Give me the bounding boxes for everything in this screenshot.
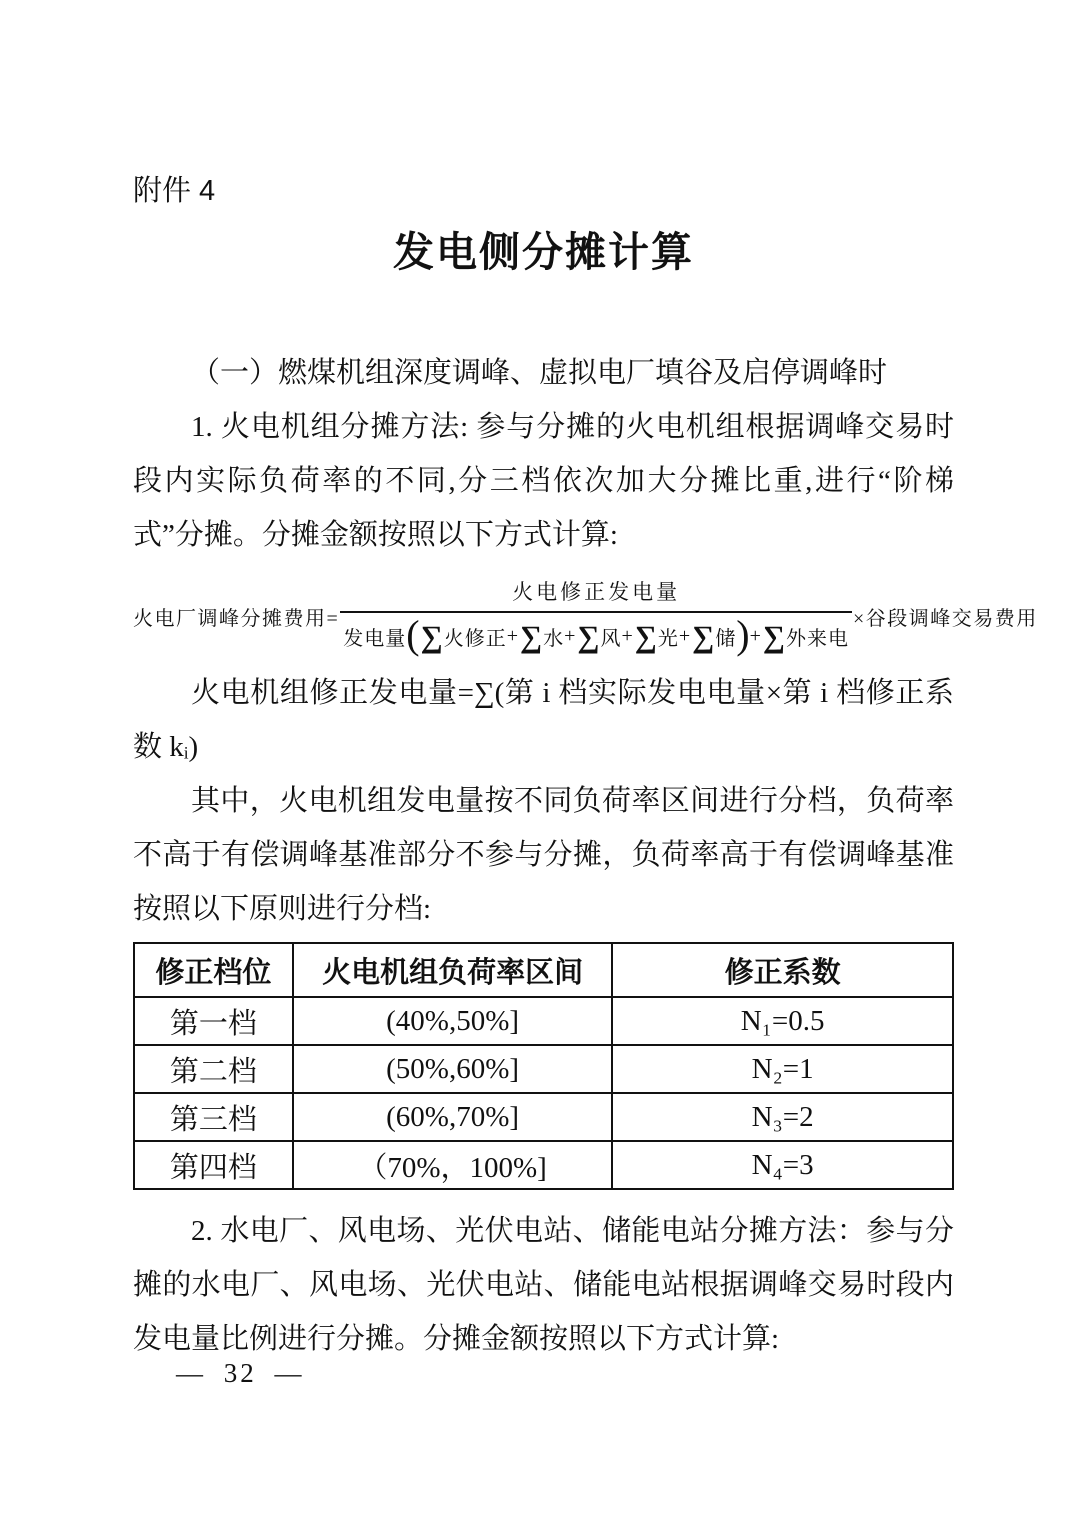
formula-segment: 水	[543, 627, 565, 650]
table-cell: (40%,50%]	[293, 997, 612, 1045]
page-title: 发电侧分摊计算	[393, 229, 694, 275]
page-number: — 32 —	[176, 1358, 305, 1388]
table-cell: (50%,60%]	[293, 1045, 612, 1093]
correction-table-body	[134, 997, 953, 1189]
sigma-symbol: ∑	[577, 618, 600, 654]
table-cell: 第二档	[134, 1045, 293, 1093]
formula-segment: +	[621, 624, 634, 647]
formula-denominator	[340, 611, 852, 656]
table-header-cell: 火电机组负荷率区间	[293, 943, 612, 997]
formula-segment: (	[406, 612, 420, 657]
formula-segment: 风	[600, 627, 622, 650]
correction-table	[133, 942, 954, 1190]
sigma-symbol: ∑	[634, 618, 657, 654]
formula-segment: 火修正	[443, 627, 507, 650]
formula-segment: +	[678, 624, 692, 647]
paragraph-thermal-method: 1. 火电机组分摊方法: 参与分摊的火电机组根据调峰交易时段内实际负荷率的不同,分三档依次加大分摊比重,进行“阶梯式”分摊。分摊金额按照以下方式计算:	[133, 411, 954, 551]
formula-segment: 外来电	[786, 627, 849, 650]
formula-segment: +	[749, 624, 762, 647]
table-cell: N₂=1	[612, 1045, 953, 1093]
sigma-symbol: ∑	[762, 618, 785, 654]
formula-segment: 储	[715, 627, 737, 650]
sigma-symbol: ∑	[520, 618, 543, 654]
paragraph-other-plants-method: 2. 水电厂、风电场、光伏电站、储能电站分摊方法：参与分摊的水电厂、风电场、光伏电站、储能电站根据调峰交易时段内发电量比例进行分摊。分摊金额按照以下方式计算:	[133, 1215, 954, 1355]
sigma-symbol: ∑	[420, 618, 443, 654]
sigma-symbol: ∑	[692, 618, 715, 654]
table-row	[134, 997, 953, 1045]
paragraph-tier-rules: 其中，火电机组发电量按不同负荷率区间进行分档，负荷率不高于有偿调峰基准部分不参与分摊，负荷率高于有偿调峰基准按照以下原则进行分档:	[133, 785, 954, 925]
table-header-row	[134, 943, 953, 997]
table-cell: N₃=2	[612, 1093, 953, 1141]
formula-fraction	[340, 576, 852, 656]
table-row	[134, 1045, 953, 1093]
formula-segment: 发电量	[343, 627, 407, 650]
table-header-cell: 修正系数	[612, 943, 953, 997]
table-row	[134, 1141, 953, 1189]
formula-segment: 光	[657, 627, 679, 650]
correction-table-head	[134, 943, 953, 997]
formula-numerator: 火电修正发电量	[512, 580, 681, 604]
paragraph-corrected-output: 火电机组修正发电量=∑(第 i 档实际发电电量×第 i 档修正系数 kᵢ)	[133, 677, 954, 763]
table-row	[134, 1093, 953, 1141]
attachment-label: 附件 4	[133, 175, 216, 207]
formula-rhs: ×谷段调峰交易费用	[853, 607, 1038, 630]
table-cell: （70%，100%]	[293, 1141, 612, 1189]
allocation-formula	[133, 572, 1038, 660]
table-cell: 第四档	[134, 1141, 293, 1189]
formula-segment: )	[736, 612, 750, 657]
table-cell: 第一档	[134, 997, 293, 1045]
formula-lhs: 火电厂调峰分摊费用=	[133, 607, 340, 630]
table-cell: 第三档	[134, 1093, 293, 1141]
section-heading: （一）燃煤机组深度调峰、虚拟电厂填谷及启停调峰时	[191, 357, 888, 389]
formula-segment: +	[506, 624, 519, 647]
formula-segment: +	[564, 624, 577, 647]
table-cell: N₁=0.5	[612, 997, 953, 1045]
table-cell: N₄=3	[612, 1141, 953, 1189]
table-header-cell: 修正档位	[134, 943, 293, 997]
table-cell: (60%,70%]	[293, 1093, 612, 1141]
